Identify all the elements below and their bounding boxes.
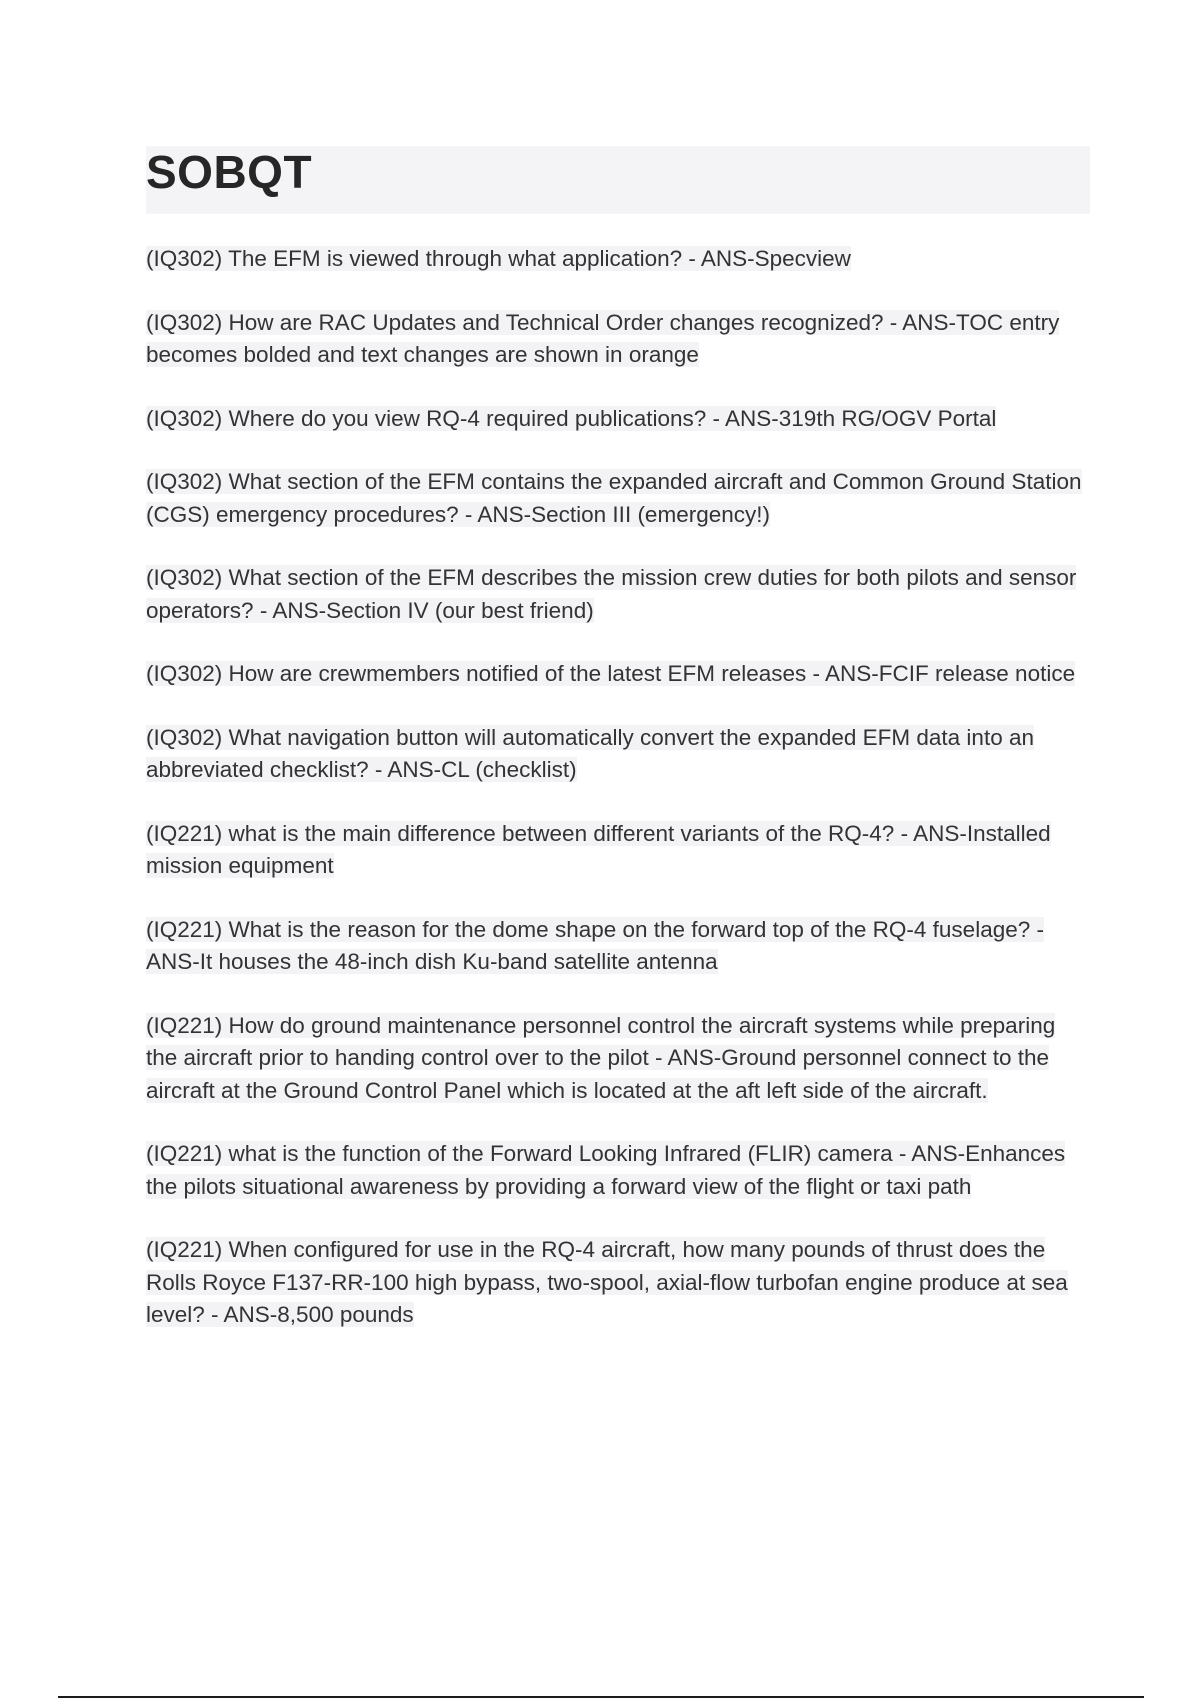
qa-entry (146, 1138, 1086, 1203)
qa-list (146, 243, 1086, 1363)
qa-entry (146, 403, 1086, 436)
qa-entry-text: (IQ221) what is the main difference between different variants of the RQ-4? - ANS-Installed mission equipment (146, 820, 1051, 878)
qa-entry (146, 658, 1086, 691)
page-bottom-rule (58, 1696, 1144, 1698)
qa-entry-text: (IQ302) Where do you view RQ-4 required publications? - ANS-319th RG/OGV Portal (146, 405, 997, 431)
qa-entry-text: (IQ302) What section of the EFM contains the expanded aircraft and Common Ground Station (CGS) emergency procedures? - ANS-Section III (emergency!) (146, 469, 1082, 527)
qa-entry (146, 914, 1086, 979)
qa-entry (146, 818, 1086, 883)
qa-entry-text: (IQ221) What is the reason for the dome shape on the forward top of the RQ-4 fuselage? - ANS-It houses the 48-inch dish Ku-band satellite antenna (146, 916, 1044, 974)
qa-entry-text: (IQ221) How do ground maintenance personnel control the aircraft systems while preparing the aircraft prior to handing control over to the pilot - ANS-Ground personnel connect to the aircraft at the Ground Control Panel which is located at the aft left side of the aircraft. (146, 1012, 1056, 1103)
qa-entry-text: (IQ302) How are crewmembers notified of the latest EFM releases - ANS-FCIF release notice (146, 661, 1076, 686)
qa-entry (146, 466, 1086, 531)
qa-entry-text: (IQ221) what is the function of the Forward Looking Infrared (FLIR) camera - ANS-Enhances the pilots situational awareness by providing a forward view of the flight or taxi path (146, 1141, 1066, 1199)
qa-entry (146, 1010, 1086, 1108)
qa-entry-text: (IQ302) What navigation button will automatically convert the expanded EFM data into an abbreviated checklist? - ANS-CL (checklist) (146, 724, 1034, 782)
qa-entry (146, 722, 1086, 787)
qa-entry-text: (IQ302) What section of the EFM describes the mission crew duties for both pilots and sensor operators? - ANS-Section IV (our best friend) (146, 565, 1077, 623)
qa-entry-text: (IQ302) The EFM is viewed through what application? - ANS-Specview (146, 246, 851, 271)
qa-entry (146, 243, 1086, 276)
qa-entry (146, 1234, 1086, 1332)
qa-entry-text: (IQ221) When configured for use in the RQ-4 aircraft, how many pounds of thrust does the Rolls Royce F137-RR-100 high bypass, two-spool, axial-flow turbofan engine produce at sea level? - ANS-8,500 pounds (146, 1237, 1068, 1327)
qa-entry (146, 307, 1086, 372)
page-title: SOBQT (146, 146, 313, 198)
qa-entry-text: (IQ302) How are RAC Updates and Technical Order changes recognized? - ANS-TOC entry becomes bolded and text changes are shown in orange (146, 309, 1060, 367)
qa-entry (146, 562, 1086, 627)
